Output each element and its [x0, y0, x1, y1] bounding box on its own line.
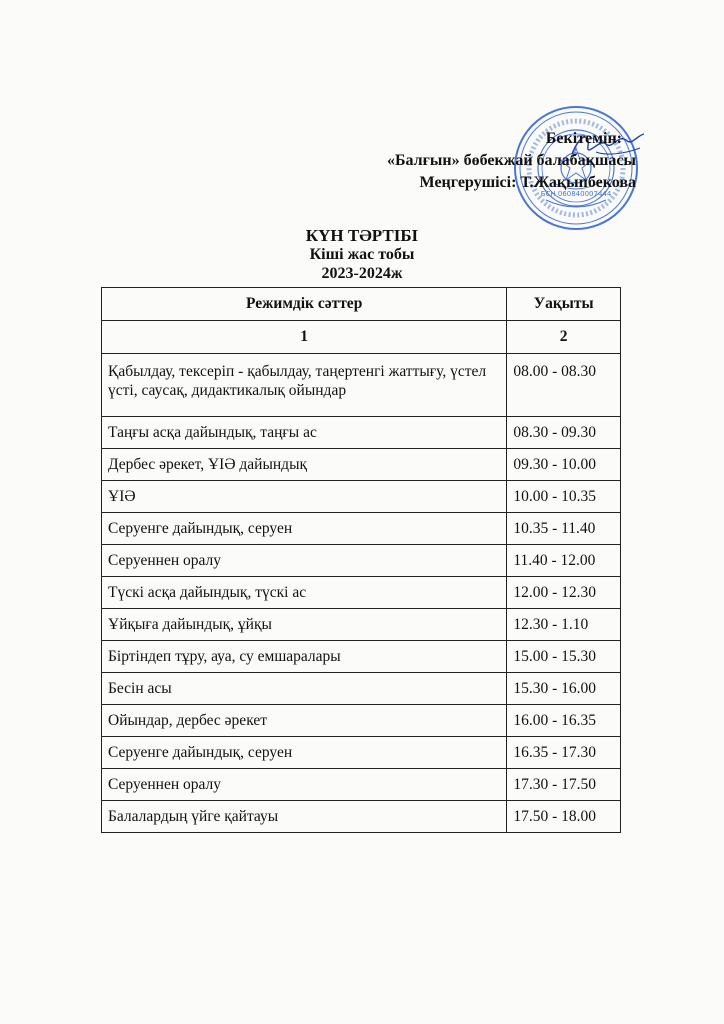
approval-head: Меңгерушісі: Т.Жақыпбекова: [419, 174, 636, 191]
time-cell: 12.00 - 12.30: [507, 577, 621, 609]
activity-cell: Серуенге дайындық, серуен: [102, 737, 507, 769]
activity-cell: Серуеннен оралу: [102, 769, 507, 801]
table-row: [102, 737, 621, 769]
time-cell: 10.35 - 11.40: [507, 513, 621, 545]
activity-cell: Бесін асы: [102, 673, 507, 705]
table-row: [102, 673, 621, 705]
approval-organization: «Балғын» бөбекжай балабақшасы: [386, 152, 636, 169]
time-cell: 08.00 - 08.30: [507, 354, 621, 417]
activity-cell: Түскі асқа дайындық, түскі ас: [102, 577, 507, 609]
table-row: [102, 801, 621, 833]
approval-block: [387, 128, 636, 194]
table-row: [102, 545, 621, 577]
table-row: [102, 481, 621, 513]
time-cell: 08.30 - 09.30: [507, 417, 621, 449]
svg-text:БСН 060840007444: БСН 060840007444: [540, 190, 612, 198]
time-cell: 11.40 - 12.00: [507, 545, 621, 577]
table-row: [102, 354, 621, 417]
table-header-row: [102, 288, 621, 321]
schedule-table: [101, 287, 621, 833]
activity-cell: Ұйқыға дайындық, ұйқы: [102, 609, 507, 641]
column-number: 2: [507, 321, 621, 354]
activity-cell: Дербес әрекет, ҰІӘ дайындық: [102, 449, 507, 481]
time-cell: 17.30 - 17.50: [507, 769, 621, 801]
time-cell: 12.30 - 1.10: [507, 609, 621, 641]
table-row: [102, 577, 621, 609]
activity-cell: Біртіндеп тұру, ауа, су емшаралары: [102, 641, 507, 673]
activity-cell: Серуенге дайындық, серуен: [102, 513, 507, 545]
document-title: КҮН ТӘРТІБІ: [305, 226, 419, 245]
activity-cell: ҰІӘ: [102, 481, 507, 513]
table-row: [102, 769, 621, 801]
time-cell: 09.30 - 10.00: [507, 449, 621, 481]
activity-cell: Ойындар, дербес әрекет: [102, 705, 507, 737]
activity-cell: Серуеннен оралу: [102, 545, 507, 577]
activity-cell: Таңғы асқа дайындық, таңғы ас: [102, 417, 507, 449]
table-row: [102, 513, 621, 545]
column-number-row: [102, 321, 621, 354]
column-header-activity: Режимдік сәттер: [102, 288, 507, 321]
table-row: [102, 641, 621, 673]
approval-line: Бекітемін:: [545, 130, 622, 147]
activity-cell: Балалардың үйге қайтауы: [102, 801, 507, 833]
time-cell: 16.00 - 16.35: [507, 705, 621, 737]
time-cell: 16.35 - 17.30: [507, 737, 621, 769]
time-cell: 17.50 - 18.00: [507, 801, 621, 833]
table-row: [102, 705, 621, 737]
activity-cell: Қабылдау, тексеріп - қабылдау, таңертенгі жаттығу, үстел үсті, саусақ, дидактикалық ойындар: [102, 354, 507, 417]
column-number: 1: [102, 321, 507, 354]
academic-year: 2023-2024ж: [321, 265, 403, 282]
table-row: [102, 417, 621, 449]
column-header-time: Уақыты: [507, 288, 621, 321]
document-heading: [0, 226, 724, 283]
time-cell: 15.00 - 15.30: [507, 641, 621, 673]
group-name: Кіші жас тобы: [309, 246, 415, 263]
time-cell: 15.30 - 16.00: [507, 673, 621, 705]
time-cell: 10.00 - 10.35: [507, 481, 621, 513]
table-row: [102, 449, 621, 481]
table-row: [102, 609, 621, 641]
